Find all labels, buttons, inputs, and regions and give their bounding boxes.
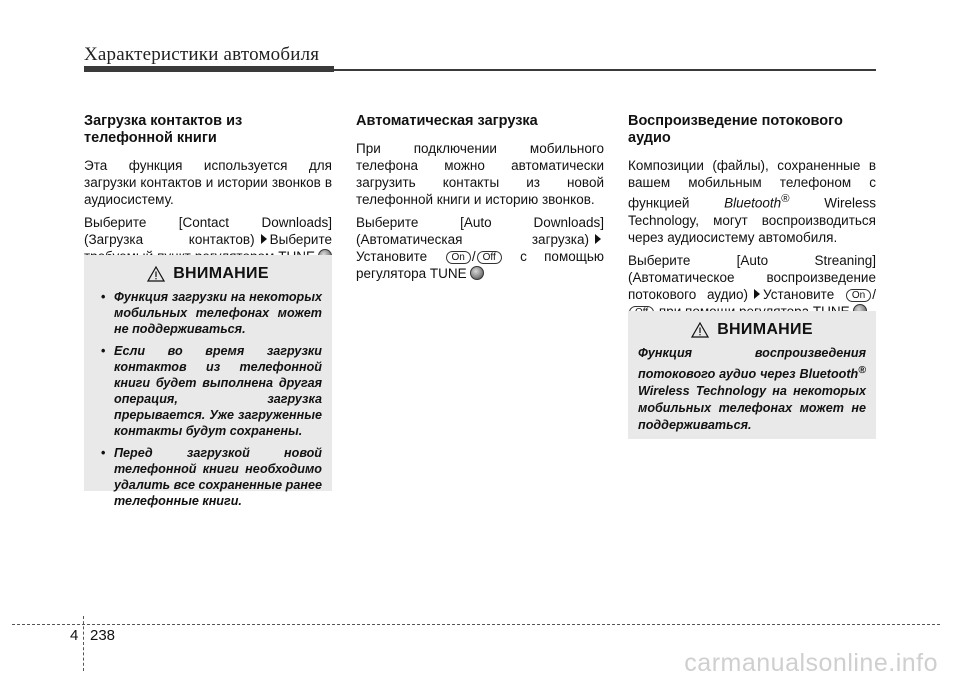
toggle-separator: / xyxy=(471,249,476,264)
arrow-right-icon xyxy=(754,289,760,299)
toggle-on-badge: On xyxy=(446,251,471,264)
tune-knob-icon xyxy=(470,266,484,280)
warning-text-part: Функция воспроизведения потокового аудио через xyxy=(638,346,866,382)
instruction-text: Установите xyxy=(356,249,428,264)
instruction-text: Выберите [Auto Streaning] (Автоматическое воспроизведение потокового аудио) xyxy=(628,252,876,302)
warning-item: • Функция загрузки на некоторых мобильных телефонах может не поддерживаться. xyxy=(114,289,322,337)
description-text: Wireless Technology, могут воспроизводиться через аудиосистему автомобиля. xyxy=(628,195,876,245)
arrow-right-icon xyxy=(595,234,601,244)
page-header-title: Характеристики автомобиля xyxy=(84,44,320,65)
warning-header xyxy=(638,321,866,339)
site-watermark: carmanualsonline.info xyxy=(684,649,938,677)
warning-item: • Перед загрузкой новой телефонной книги необходимо удалить все сохраненные ранее телефонные книги. xyxy=(114,445,322,509)
toggle-separator: / xyxy=(872,286,876,302)
warning-list xyxy=(94,289,322,509)
warning-header xyxy=(94,265,322,283)
footer-dashed-separator xyxy=(83,616,84,671)
audio-streaming-instructions xyxy=(628,252,876,320)
warning-box-contacts xyxy=(84,255,332,508)
auto-download-instructions xyxy=(356,214,604,282)
warning-text xyxy=(638,345,866,434)
bluetooth-brand-text: Bluetooth xyxy=(724,195,782,211)
page-number: 238 xyxy=(90,627,116,644)
arrow-right-icon xyxy=(261,234,267,244)
warning-title: ВНИМАНИЕ xyxy=(173,265,269,282)
toggle-off-badge: Off xyxy=(477,251,502,264)
bluetooth-brand-text: Bluetooth xyxy=(799,367,859,382)
description-text: Композиции (файлы), сохраненные в вашем мобильным телефоном с функцией xyxy=(628,158,876,211)
warning-text-part: Wireless Technology на некоторых мобильных телефонах может не поддерживаться. xyxy=(638,384,866,433)
instruction-text: Установите xyxy=(763,286,835,302)
auto-download-description: При подключении мобильного телефона можно автоматически загрузить контакты из новой телефонной книги и историю звонков. xyxy=(356,141,604,207)
section-heading-audio-streaming: Воспроизведение потокового аудио xyxy=(628,113,843,146)
section-heading-contact-download: Загрузка контактов из телефонной книги xyxy=(84,113,243,146)
warning-triangle-icon xyxy=(147,266,165,282)
header-rule-thick xyxy=(84,66,334,72)
registered-mark: ® xyxy=(858,364,866,376)
warning-item: • Если во время загрузки контактов из телефонной книги будет выполнена другая операция, загрузка прерывается. Уже загруженные контакты будут сохранены. xyxy=(114,343,322,439)
section-heading-auto-download: Автоматическая загрузка xyxy=(356,113,538,129)
audio-streaming-description xyxy=(628,157,876,246)
instruction-text: Выберите xyxy=(269,232,332,247)
registered-mark: ® xyxy=(781,193,790,205)
instruction-text: с помощью регулятора TUNE xyxy=(356,249,604,281)
toggle-on-badge: On xyxy=(846,289,871,302)
warning-title: ВНИМАНИЕ xyxy=(717,321,813,338)
footer-dashed-rule xyxy=(12,624,940,625)
instruction-text: Выберите [Auto Downloads] (Автоматическая загрузка) xyxy=(356,215,604,247)
warning-box-streaming xyxy=(628,311,876,439)
header-rule-thin xyxy=(334,69,876,71)
column-audio-streaming xyxy=(628,113,876,326)
column-auto-download xyxy=(356,113,604,288)
instruction-text: Выберите [Contact Downloads] (Загрузка контактов) xyxy=(84,215,332,247)
contact-download-description: Эта функция используется для загрузки контактов и истории звонков в аудиосистему. xyxy=(84,158,332,207)
warning-triangle-icon xyxy=(691,322,709,338)
chapter-number: 4 xyxy=(70,627,79,644)
